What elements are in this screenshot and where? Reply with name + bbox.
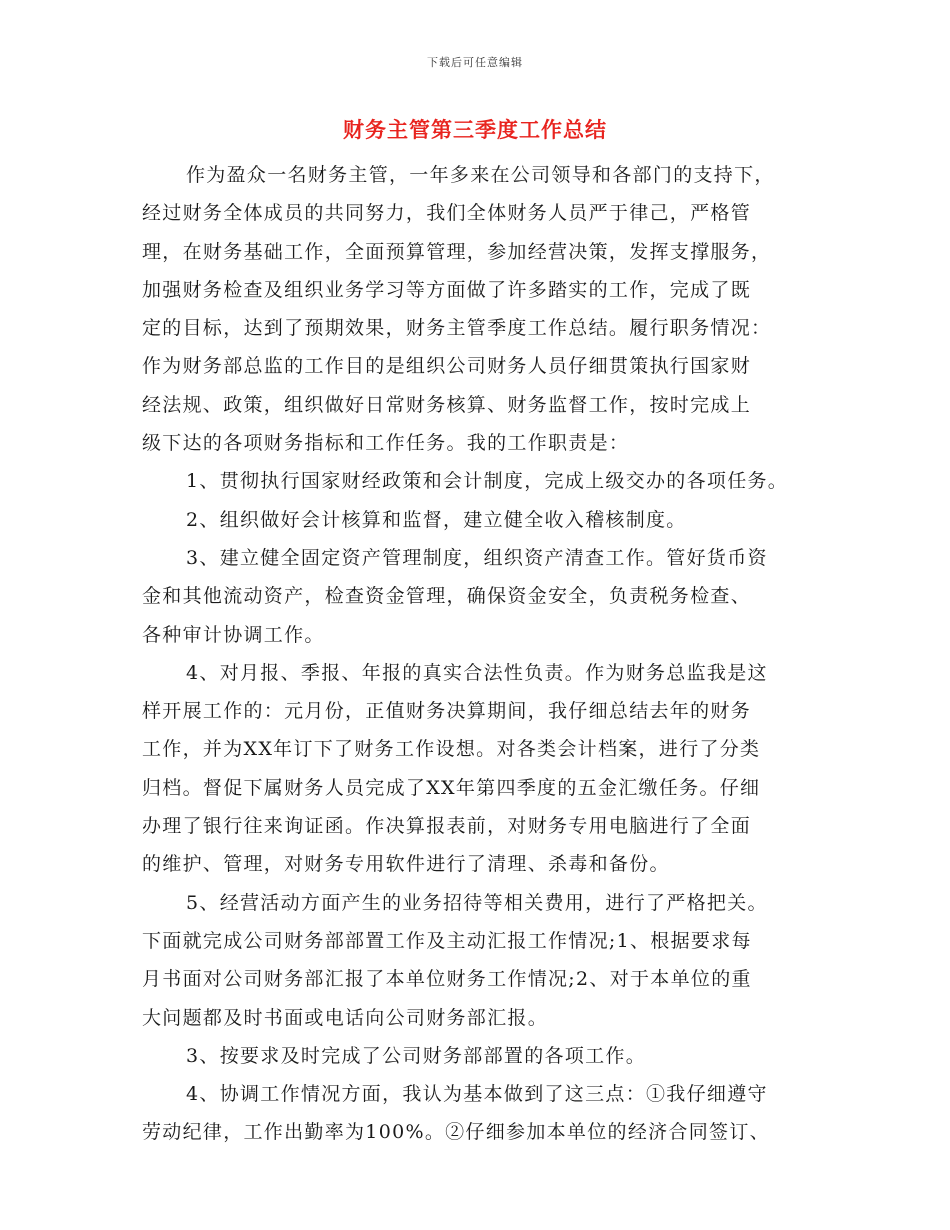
text-line: 样开展工作的：元月份，正值财务决算期间，我仔细总结去年的财务 (142, 700, 752, 723)
text-line: 经法规、政策，组织做好日常财务核算、财务监督工作，按时完成上 (142, 393, 752, 416)
text-line: 工作，并为XX年订下了财务工作设想。对各类会计档案，进行了分类 (142, 738, 761, 761)
text-line: 加强财务检查及组织业务学习等方面做了许多踏实的工作，完成了既 (142, 278, 752, 301)
text-line: 大问题都及时书面或电话向公司财务部汇报。 (142, 1006, 549, 1029)
text-line: 5、经营活动方面产生的业务招待等相关费用，进行了严格把关。 (186, 891, 768, 914)
text-line: 的维护、管理，对财务专用软件进行了清理、杀毒和备份。 (142, 853, 670, 876)
text-line: 3、按要求及时完成了公司财务部部置的各项工作。 (186, 1044, 646, 1067)
text-line: 归档。督促下属财务人员完成了XX年第四季度的五金汇缴任务。仔细 (142, 776, 761, 799)
text-line: 下面就完成公司财务部部置工作及主动汇报工作情况;1、根据要求每 (142, 929, 752, 952)
document-title: 财务主管第三季度工作总结 (343, 117, 607, 142)
text-line: 经过财务全体成员的共同努力，我们全体财务人员严于律己，严格管 (142, 202, 752, 225)
text-line: 2、组织做好会计核算和监督，建立健全收入稽核制度。 (186, 508, 687, 531)
text-line: 月书面对公司财务部汇报了本单位财务工作情况;2、对于本单位的重 (142, 968, 752, 991)
text-line: 4、对月报、季报、年报的真实合法性负责。作为财务总监我是这 (186, 661, 768, 684)
text-line: 定的目标，达到了预期效果，财务主管季度工作总结。履行职务情况： (142, 317, 772, 340)
document-body (142, 156, 832, 1152)
header-note: 下载后可任意编辑 (427, 56, 523, 69)
text-line: 理，在财务基础工作，全面预算管理，参加经营决策，发挥支撑服务， (142, 240, 772, 263)
text-line: 各种审计协调工作。 (142, 623, 325, 646)
text-line: 劳动纪律，工作出勤率为100%。②仔细参加本单位的经济合同签订、 (142, 1121, 770, 1144)
text-line: 金和其他流动资产，检查资金管理，确保资金安全，负责税务检查、 (142, 585, 752, 608)
text-line: 4、协调工作情况方面，我认为基本做到了这三点：①我仔细遵守 (186, 1083, 768, 1106)
text-line: 级下达的各项财务指标和工作任务。我的工作职责是： (142, 432, 630, 455)
text-line: 作为盈众一名财务主管，一年多来在公司领导和各部门的支持下， (186, 164, 775, 186)
text-line: 作为财务部总监的工作目的是组织公司财务人员仔细贯策执行国家财 (142, 355, 752, 378)
text-line: 3、建立健全固定资产管理制度，组织资产清查工作。管好货币资 (186, 546, 768, 569)
text-line: 1、贯彻执行国家财经政策和会计制度，完成上级交办的各项任务。 (186, 470, 789, 493)
text-line: 办理了银行往来询证函。作决算报表前，对财务专用电脑进行了全面 (142, 815, 752, 838)
